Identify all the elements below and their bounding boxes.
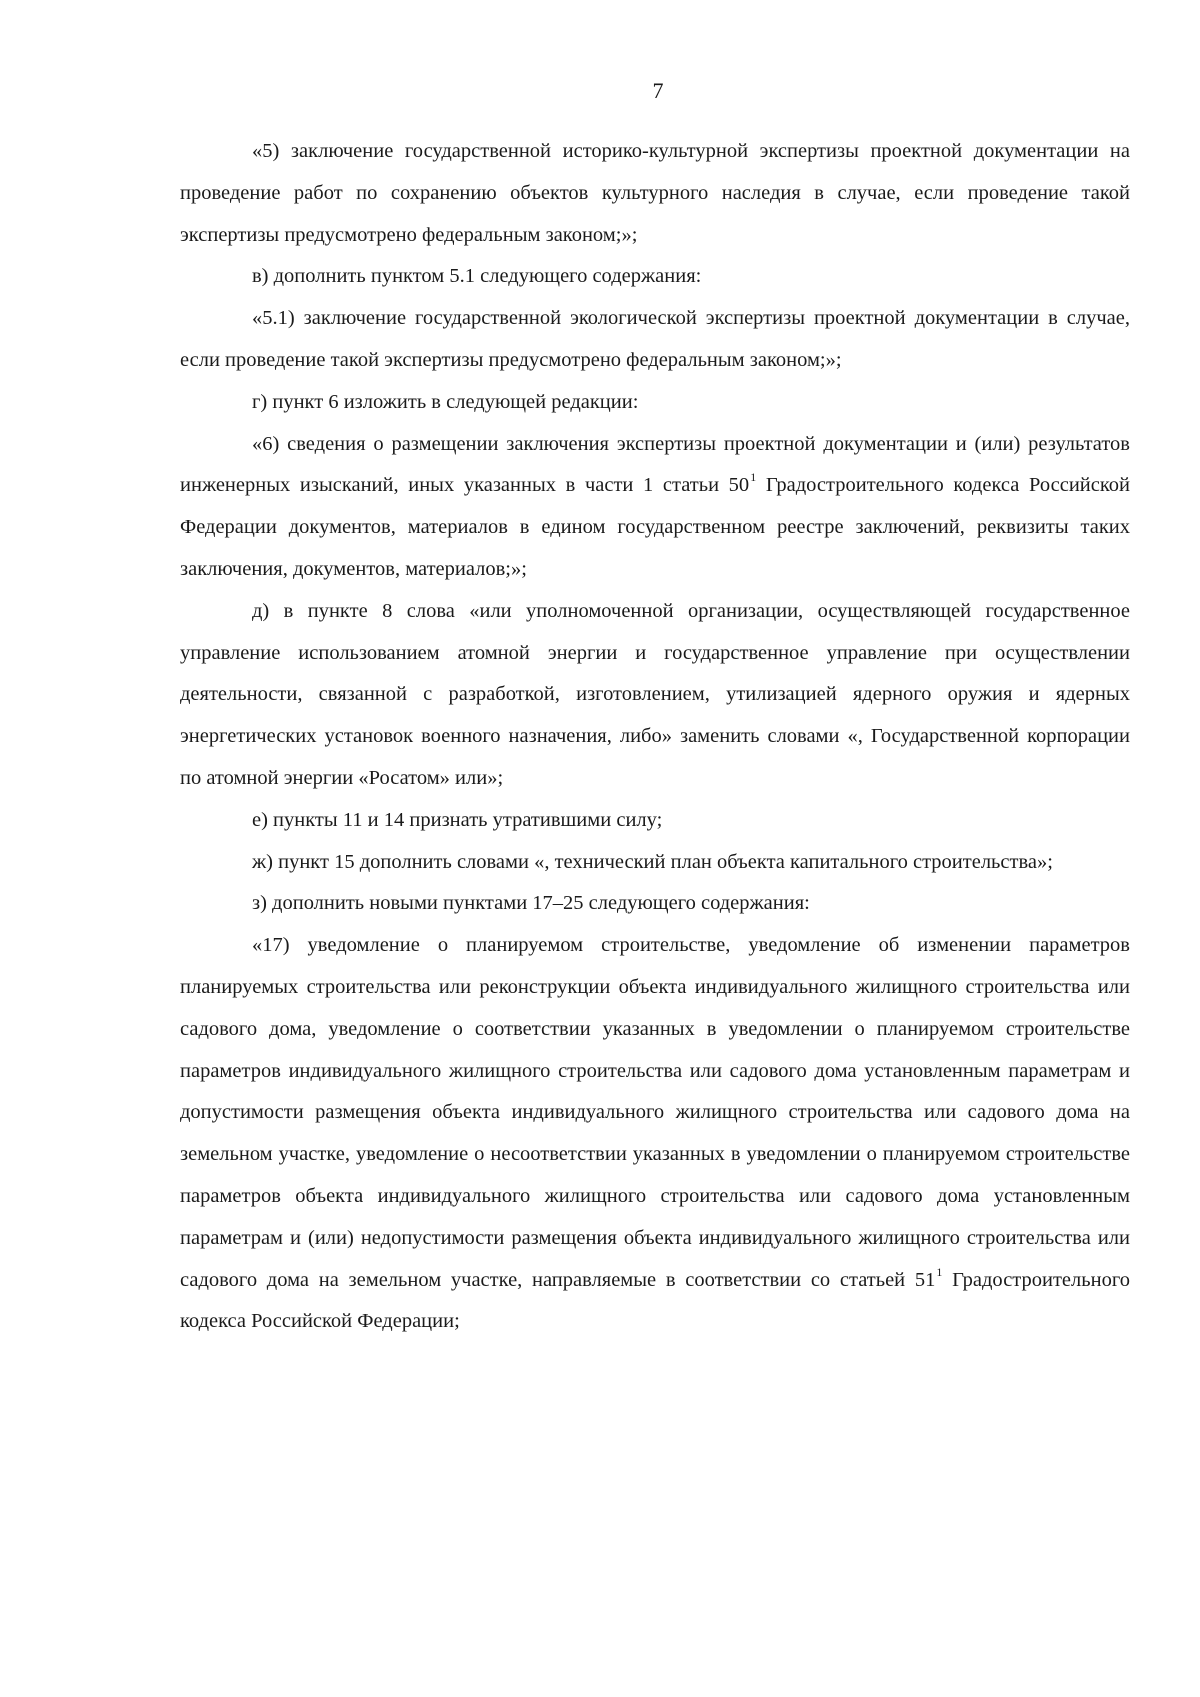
page-number: 7 [652, 78, 664, 103]
document-body [180, 131, 1130, 1343]
paragraph-text: «6) сведения о размещении заключения экспертизы проектной документации и (или) результатов инженерных изысканий, иных указанных в части 1 статьи 50 [180, 432, 1130, 497]
paragraph-amendment-z: з) дополнить новыми пунктами 17–25 следующего содержания: [252, 892, 810, 915]
paragraph-item-5: «5) заключение государственной историко-культурной экспертизы проектной документации на проведение работ по сохранению объектов культурного наследия в случае, если проведение такой экспертизы предусмотрено федеральным законом;»; [180, 140, 1130, 246]
paragraph-item-17 [180, 925, 1130, 1343]
paragraph-item-5-1: «5.1) заключение государственной экологической экспертизы проектной документации в случае, если проведение такой экспертизы предусмотрено федеральным законом;»; [180, 307, 1130, 371]
paragraph-text: Градостроительного кодекса Российской Федерации; [180, 1268, 1130, 1333]
paragraph-amendment-g: г) пункт 6 изложить в следующей редакции: [252, 390, 639, 413]
paragraph-amendment-v: в) дополнить пунктом 5.1 следующего содержания: [252, 265, 702, 288]
paragraph-amendment-zh: ж) пункт 15 дополнить словами «, технический план объекта капитального строительства»; [252, 850, 1053, 873]
paragraph-item-6 [180, 424, 1130, 591]
superscript: 1 [750, 470, 757, 485]
paragraph-text: «17) уведомление о планируемом строительстве, уведомление об изменении параметров планируемых строительства или реконструкции объекта индивидуального жилищного строительства или садового дома, уведомление о соответствии указанных в уведомлении о планируемом строительстве параметров индивидуального жилищного строительства или садового дома установленным параметрам и допустимости размещения объекта индивидуального жилищного строительства или садового дома на земельном участке, уведомление о несоответствии указанных в уведомлении о планируемом строительстве параметров объекта индивидуального жилищного строительства или садового дома установленным параметрам и (или) недопустимости размещения объекта индивидуального жилищного строительства или садового дома на земельном участке, направляемые в соответствии со статьей 51 [180, 934, 1130, 1291]
paragraph-amendment-d: д) в пункте 8 слова «или уполномоченной организации, осуществляющей государственное управление использованием атомной энергии и государственное управление при осуществлении деятельности, связанной с разработкой, изготовлением, утилизацией ядерного оружия и ядерных энергетических установок военного назначения, либо» заменить словами «, Государственной корпорации по атомной энергии «Росатом» или»; [180, 599, 1130, 789]
superscript: 1 [936, 1264, 943, 1279]
paragraph-amendment-e: е) пункты 11 и 14 признать утратившими силу; [252, 808, 663, 831]
paragraph-text: Градостроительного кодекса Российской Федерации документов, материалов в едином государственном реестре заключений, реквизиты таких заключения, документов, материалов;»; [180, 474, 1131, 580]
